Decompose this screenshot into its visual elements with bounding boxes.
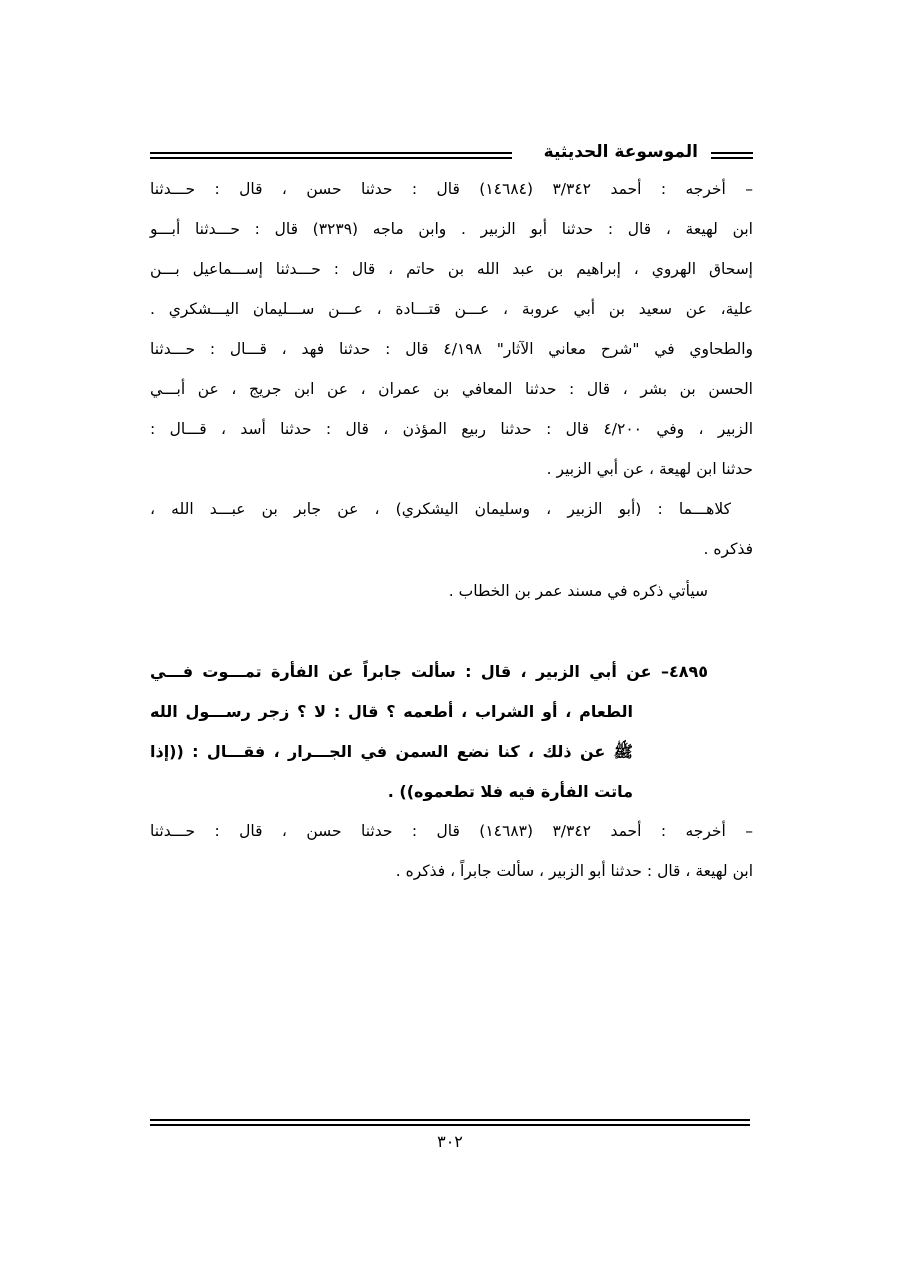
takhrij-paragraph-2 — [150, 822, 753, 902]
header-title: الموسوعة الحديثية — [543, 142, 698, 162]
text-line: سيأتي ذكره في مسند عمر بن الخطاب . — [448, 582, 708, 600]
takhrij-paragraph-1 — [150, 180, 753, 500]
hadith-line: ٤٨٩٥– عن أبي الزبير ، قال : سألت جابراً عن الفأرة تمـــوت فـــي — [150, 662, 708, 681]
text-line: ابن لهيعة ، قال : حدثنا أبو الزبير ، سألت جابراً ، فذكره . — [395, 862, 753, 880]
page-header — [150, 140, 753, 170]
header-rule — [711, 157, 753, 159]
text-line: – أخرجه : أحمد ٣/٣٤٢ (١٤٦٨٤) قال : حدثنا حسن ، قال : حـــدثنا — [150, 180, 753, 198]
text-line: علية، عن سعيد بن أبي عروبة ، عـــن قتـــادة ، عـــن ســـليمان اليـــشكري . — [150, 300, 753, 318]
text-line: والطحاوي في "شرح معاني الآثار" ٤/١٩٨ قال : حدثنا فهد ، قـــال : حـــدثنا — [150, 340, 754, 358]
summary-paragraph — [150, 500, 753, 580]
hadith-line: الطعام ، أو الشراب ، أطعمه ؟ قال : لا ؟ زجر رســـول الله — [150, 702, 633, 721]
header-rule — [150, 157, 512, 159]
text-line: – أخرجه : أحمد ٣/٣٤٢ (١٤٦٨٣) قال : حدثنا حسن ، قال : حـــدثنا — [150, 822, 753, 840]
hadith-4895 — [150, 662, 753, 822]
header-rule — [150, 152, 512, 154]
text-line: فذكره . — [703, 540, 753, 558]
header-rule — [711, 152, 753, 154]
hadith-line: ماتت الفأرة فيه فلا تطعموه)) . — [387, 782, 633, 801]
cross-reference-note — [150, 582, 753, 612]
text-line: ابن لهيعة ، قال : حدثنا أبو الزبير . وابن ماجه (٣٢٣٩) قال : حـــدثنا أبـــو — [150, 220, 753, 238]
text-line: الزبير ، وفي ٤/٢٠٠ قال : حدثنا ربيع المؤذن ، قال : حدثنا أسد ، قـــال : — [150, 420, 754, 438]
hadith-line: ﷺ عن ذلك ، كنا نضع السمن في الجـــرار ، فقـــال : ((إذا — [150, 742, 633, 761]
text-line: إسحاق الهروي ، إبراهيم بن عبد الله بن حاتم ، قال : حـــدثنا إســـماعيل بـــن — [150, 260, 753, 278]
text-line: الحسن بن بشر ، قال : حدثنا المعافي بن عمران ، عن ابن جريج ، عن أبـــي — [150, 380, 753, 398]
text-line: كلاهـــما : (أبو الزبير ، وسليمان اليشكري) ، عن جابر بن عبـــد الله ، — [150, 500, 731, 518]
page-number: ٣٠٢ — [437, 1132, 463, 1151]
footer-rule — [150, 1124, 750, 1126]
text-line: حدثنا ابن لهيعة ، عن أبي الزبير . — [546, 460, 753, 478]
footer-rule — [150, 1119, 750, 1121]
